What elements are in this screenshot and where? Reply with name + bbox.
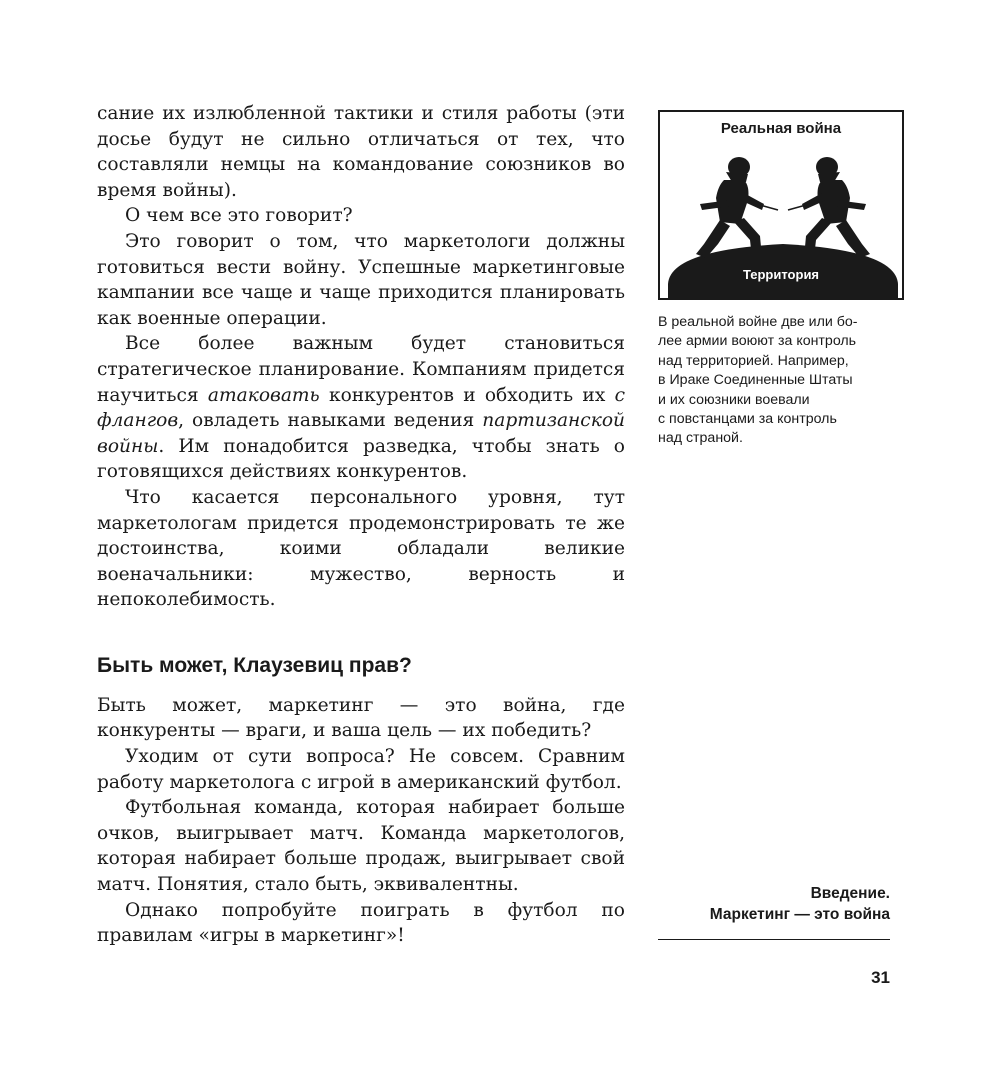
paragraph: Уходим от сути вопроса? Не совсем. Сравним работу маркетолога с игрой в американский футбол. [97,746,625,793]
paragraph: Быть может, маркетинг — это война, где конкуренты — враги, и ваша цель — их победить? [97,694,625,742]
caption-line: над территорией. Например, [658,352,849,369]
paragraph: Футбольная команда, которая набирает больше очков, выигрывает матч. Команда маркетологов, которая набирает больше продаж, выигрывает свой матч. Понятия, стало быть, эквивалентны. [97,797,625,896]
section-title-line: Введение. [810,885,890,902]
left-soldier-silhouette [696,157,764,258]
caption-line: с повстанцами за контроль [658,411,837,428]
footer-divider [658,939,890,940]
paragraph: Что касается персонального уровня, тут маркетологам придется продемонстрировать те же достоинства, коими обладали великие военачальники: мужество, верность и непоколебимость. [97,486,625,611]
running-section-title [640,883,890,925]
right-soldier-silhouette [788,157,870,258]
text-run: конкурентов и обходить их [319,384,615,406]
caption-line: лее армии воюют за контроль [658,333,857,350]
paragraph: Это говорит о том, что маркетологи должны готовиться вести войну. Успешные маркетинговые кампании все чаще и чаще приходится планировать как военные операции. [97,230,625,329]
paragraph: О чем все это говорит? [125,205,353,227]
caption-line: и их союзники воевали [658,391,810,408]
section-heading: Быть может, Клаузевиц прав? [97,653,412,677]
text-run: , овладеть навыками ведения [178,410,483,432]
caption-line: В реальной войне две или бо- [658,314,858,330]
caption-line: в Ираке Соединенные Штаты [658,372,853,389]
text-run: . Им понадобится разведка, чтобы знать о готовящихся действиях конкурентов. [97,435,625,483]
caption-line: над страной. [658,430,743,447]
page-number: 31 [871,968,890,987]
war-illustration [658,110,904,300]
paragraph: Однако попробуйте поиграть в футбол по правилам «игры в маркетинг»! [97,899,625,947]
paragraph [97,331,625,485]
figure-title: Реальная война [720,120,842,137]
main-text-column [97,101,625,949]
text-run: Все более важным будет становиться стратегическое планирование. Компаниям придется научиться [97,333,625,406]
figure-caption [658,313,898,449]
emphasis-text: партизанской войны [97,410,625,457]
section-title-line: Маркетинг — это война [709,906,890,923]
territory-label: Территория [742,267,820,282]
emphasis-text: с флангов [97,384,625,432]
emphasis-text: атаковать [207,384,320,406]
paragraph: сание их излюбленной тактики и стиля работы (эти досье будут не сильно отличаться от тех, что составляли немцы на командование союзников во время войны). [97,103,625,201]
